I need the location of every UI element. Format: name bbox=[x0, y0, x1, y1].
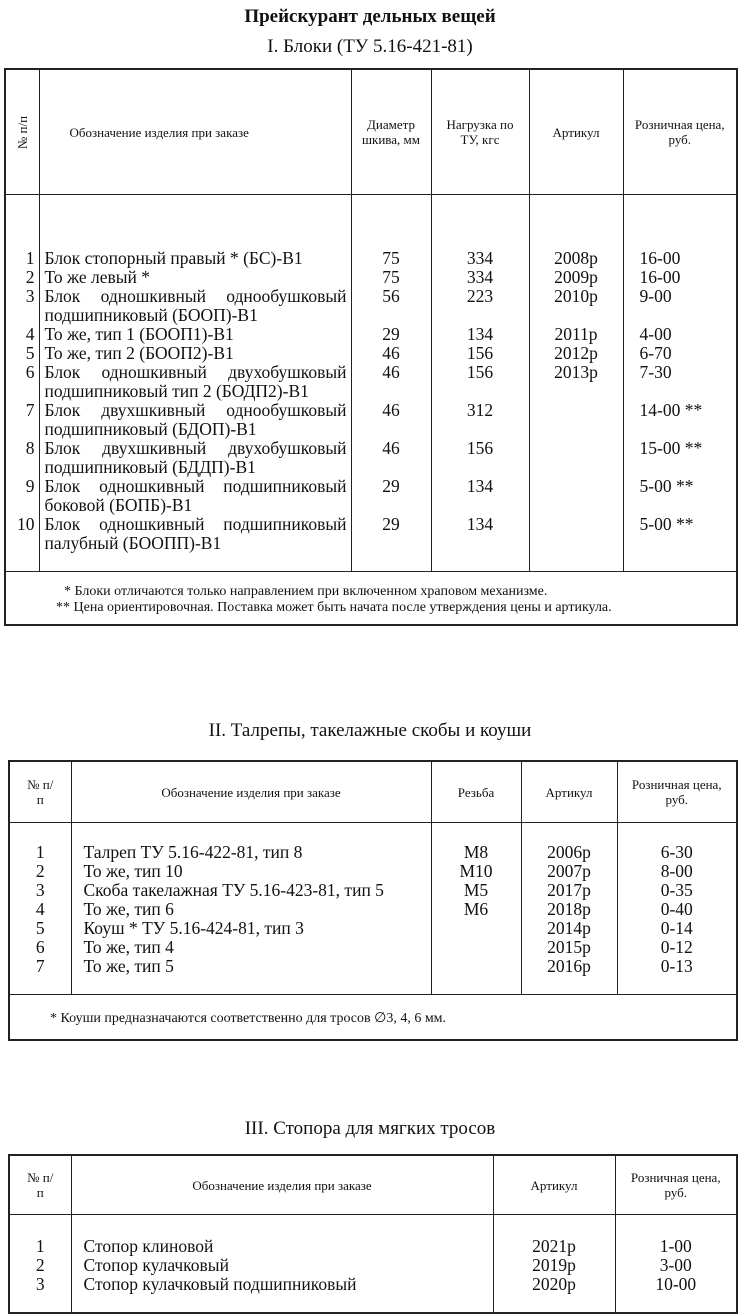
footnote: * Коуши предназначаются соответственно для тросов ∅3, 4, 6 мм. bbox=[9, 995, 737, 1041]
column-header-load: Нагрузка по ТУ, кгс bbox=[431, 69, 529, 195]
cell-article: 2021р bbox=[493, 1215, 615, 1257]
table-row bbox=[5, 439, 737, 477]
cell-article bbox=[529, 439, 623, 477]
cell-num: 7 bbox=[9, 957, 71, 995]
cell-article bbox=[529, 477, 623, 515]
cell-load: 134 bbox=[431, 515, 529, 572]
cell-price: 0-40 bbox=[617, 900, 737, 919]
cell-article: 2017р bbox=[521, 881, 617, 900]
cell-name: Блок одношкивный подшипниковый палубный (БООПП)-В1 bbox=[39, 515, 351, 572]
cell-load: 334 bbox=[431, 195, 529, 269]
cell-name: Стопор клиновой bbox=[71, 1215, 493, 1257]
cell-num: 10 bbox=[5, 515, 39, 572]
cell-diameter: 29 bbox=[351, 477, 431, 515]
cell-article: 2020р bbox=[493, 1275, 615, 1313]
cell-num: 2 bbox=[5, 268, 39, 287]
cell-diameter: 46 bbox=[351, 439, 431, 477]
cell-diameter: 46 bbox=[351, 344, 431, 363]
table-row bbox=[9, 823, 737, 863]
cell-diameter: 75 bbox=[351, 268, 431, 287]
column-header-name: Обозначение изделия при заказе bbox=[71, 1155, 493, 1215]
cell-name: То же, тип 6 bbox=[71, 900, 431, 919]
cell-price: 0-14 bbox=[617, 919, 737, 938]
cell-num: 5 bbox=[9, 919, 71, 938]
cell-load: 134 bbox=[431, 477, 529, 515]
column-header-name: Обозначение изделия при заказе bbox=[39, 69, 351, 195]
table-row bbox=[9, 1256, 737, 1275]
cell-price: 5-00 ** bbox=[623, 515, 737, 572]
column-header-price: Розничная цена, руб. bbox=[623, 69, 737, 195]
cell-price: 5-00 ** bbox=[623, 477, 737, 515]
blocks-table bbox=[4, 68, 738, 626]
cell-price: 7-30 bbox=[623, 363, 737, 401]
column-header-number: № п/п bbox=[9, 1155, 71, 1215]
cell-price: 8-00 bbox=[617, 862, 737, 881]
table-row bbox=[9, 938, 737, 957]
cell-price: 9-00 bbox=[623, 287, 737, 325]
cell-name: Блок двухшкивный двухобушковый подшипниковый (БДДП)-В1 bbox=[39, 439, 351, 477]
cell-load: 134 bbox=[431, 325, 529, 344]
cell-article: 2008р bbox=[529, 195, 623, 269]
cell-num: 1 bbox=[9, 1215, 71, 1257]
cell-num: 3 bbox=[5, 287, 39, 325]
table-row bbox=[5, 325, 737, 344]
cell-price: 3-00 bbox=[615, 1256, 737, 1275]
cell-price: 0-35 bbox=[617, 881, 737, 900]
footnote-row bbox=[9, 995, 737, 1041]
column-header-article: Артикул bbox=[521, 761, 617, 823]
cell-price: 16-00 bbox=[623, 195, 737, 269]
cell-name: То же, тип 2 (БООП2)-В1 bbox=[39, 344, 351, 363]
cell-price: 4-00 bbox=[623, 325, 737, 344]
cell-article: 2009р bbox=[529, 268, 623, 287]
column-header-name: Обозначение изделия при заказе bbox=[71, 761, 431, 823]
cell-diameter: 46 bbox=[351, 363, 431, 401]
cell-load: 334 bbox=[431, 268, 529, 287]
table-row bbox=[9, 957, 737, 995]
cell-num: 2 bbox=[9, 1256, 71, 1275]
cell-article bbox=[529, 401, 623, 439]
cell-article: 2012р bbox=[529, 344, 623, 363]
footnote: ** Цена ориентировочная. Поставка может быть начата после утверждения цены и артикула. bbox=[56, 600, 612, 615]
footnote: * Блоки отличаются только направлением при включенном храповом механизме. bbox=[64, 584, 548, 599]
cell-diameter: 29 bbox=[351, 515, 431, 572]
column-header-number: № п/п bbox=[5, 69, 39, 195]
cell-price: 1-00 bbox=[615, 1215, 737, 1257]
cell-thread bbox=[431, 957, 521, 995]
cell-num: 9 bbox=[5, 477, 39, 515]
cell-num: 1 bbox=[5, 195, 39, 269]
cell-num: 5 bbox=[5, 344, 39, 363]
column-header-price: Розничная цена, руб. bbox=[615, 1155, 737, 1215]
cell-name: Стопор кулачковый подшипниковый bbox=[71, 1275, 493, 1313]
cell-num: 4 bbox=[5, 325, 39, 344]
page-title: Прейскурант дельных вещей bbox=[244, 6, 496, 27]
cell-price: 0-12 bbox=[617, 938, 737, 957]
cell-name: Блок стопорный правый * (БС)-В1 bbox=[39, 195, 351, 269]
cell-article: 2015р bbox=[521, 938, 617, 957]
cell-num: 3 bbox=[9, 1275, 71, 1313]
cell-name: Блок одношкивный подшипниковый боковой (БОПБ)-В1 bbox=[39, 477, 351, 515]
cell-thread bbox=[431, 938, 521, 957]
cell-num: 4 bbox=[9, 900, 71, 919]
stoppers-table bbox=[8, 1154, 738, 1314]
table-header-row bbox=[9, 761, 737, 823]
column-header-article: Артикул bbox=[529, 69, 623, 195]
table-row bbox=[5, 344, 737, 363]
cell-price: 10-00 bbox=[615, 1275, 737, 1313]
cell-diameter: 56 bbox=[351, 287, 431, 325]
section-title-stoppers: III. Стопора для мягких тросов bbox=[244, 1118, 496, 1139]
cell-num: 8 bbox=[5, 439, 39, 477]
table-row bbox=[5, 195, 737, 269]
cell-num: 7 bbox=[5, 401, 39, 439]
column-header-article: Артикул bbox=[493, 1155, 615, 1215]
cell-diameter: 29 bbox=[351, 325, 431, 344]
cell-thread: М6 bbox=[431, 900, 521, 919]
table-row bbox=[5, 363, 737, 401]
cell-num: 2 bbox=[9, 862, 71, 881]
cell-diameter: 75 bbox=[351, 195, 431, 269]
table-row bbox=[9, 1215, 737, 1257]
cell-load: 312 bbox=[431, 401, 529, 439]
table-row bbox=[5, 515, 737, 572]
cell-price: 14-00 ** bbox=[623, 401, 737, 439]
cell-num: 1 bbox=[9, 823, 71, 863]
table-header-row bbox=[5, 69, 737, 195]
cell-name: Скоба такелажная ТУ 5.16-423-81, тип 5 bbox=[71, 881, 431, 900]
cell-article: 2010р bbox=[529, 287, 623, 325]
cell-thread: М10 bbox=[431, 862, 521, 881]
cell-load: 156 bbox=[431, 439, 529, 477]
table-header-row bbox=[9, 1155, 737, 1215]
column-header-price: Розничная цена, руб. bbox=[617, 761, 737, 823]
cell-load: 223 bbox=[431, 287, 529, 325]
footnote-row bbox=[5, 572, 737, 626]
table-row bbox=[9, 900, 737, 919]
cell-price: 15-00 ** bbox=[623, 439, 737, 477]
table-row bbox=[5, 268, 737, 287]
cell-article: 2011р bbox=[529, 325, 623, 344]
cell-name: То же, тип 5 bbox=[71, 957, 431, 995]
cell-name: То же, тип 1 (БООП1)-В1 bbox=[39, 325, 351, 344]
cell-article: 2013р bbox=[529, 363, 623, 401]
table-row bbox=[5, 287, 737, 325]
cell-name: Блок одношкивный однообушковый подшипниковый (БООП)-В1 bbox=[39, 287, 351, 325]
cell-name: Коуш * ТУ 5.16-424-81, тип 3 bbox=[71, 919, 431, 938]
table-row bbox=[9, 862, 737, 881]
cell-thread: М5 bbox=[431, 881, 521, 900]
section-title-blocks: I. Блоки (ТУ 5.16-421-81) bbox=[267, 36, 473, 57]
turnbuckles-table bbox=[8, 760, 738, 1041]
cell-thread bbox=[431, 919, 521, 938]
cell-article: 2019р bbox=[493, 1256, 615, 1275]
cell-num: 6 bbox=[5, 363, 39, 401]
cell-article bbox=[529, 515, 623, 572]
cell-price: 6-30 bbox=[617, 823, 737, 863]
cell-diameter: 46 bbox=[351, 401, 431, 439]
cell-name: То же левый * bbox=[39, 268, 351, 287]
cell-article: 2006р bbox=[521, 823, 617, 863]
cell-name: То же, тип 4 bbox=[71, 938, 431, 957]
cell-name: Стопор кулачковый bbox=[71, 1256, 493, 1275]
cell-article: 2018р bbox=[521, 900, 617, 919]
cell-name: Талреп ТУ 5.16-422-81, тип 8 bbox=[71, 823, 431, 863]
cell-num: 6 bbox=[9, 938, 71, 957]
cell-article: 2014р bbox=[521, 919, 617, 938]
cell-article: 2016р bbox=[521, 957, 617, 995]
cell-article: 2007р bbox=[521, 862, 617, 881]
table-row bbox=[9, 919, 737, 938]
table-row bbox=[9, 1275, 737, 1313]
cell-num: 3 bbox=[9, 881, 71, 900]
cell-name: Блок одношкивный двухобушковый подшипниковый тип 2 (БОДП2)-В1 bbox=[39, 363, 351, 401]
column-header-diameter: Диаметр шкива, мм bbox=[351, 69, 431, 195]
table-row bbox=[5, 401, 737, 439]
table-row bbox=[5, 477, 737, 515]
column-header-number: № п/п bbox=[9, 761, 71, 823]
section-title-turnbuckles: II. Талрепы, такелажные скобы и коуши bbox=[208, 720, 532, 741]
cell-load: 156 bbox=[431, 363, 529, 401]
cell-price: 16-00 bbox=[623, 268, 737, 287]
cell-thread: М8 bbox=[431, 823, 521, 863]
cell-price: 6-70 bbox=[623, 344, 737, 363]
cell-name: Блок двухшкивный однообушковый подшипниковый (БДОП)-В1 bbox=[39, 401, 351, 439]
table-row bbox=[9, 881, 737, 900]
cell-price: 0-13 bbox=[617, 957, 737, 995]
cell-load: 156 bbox=[431, 344, 529, 363]
cell-name: То же, тип 10 bbox=[71, 862, 431, 881]
column-header-thread: Резьба bbox=[431, 761, 521, 823]
